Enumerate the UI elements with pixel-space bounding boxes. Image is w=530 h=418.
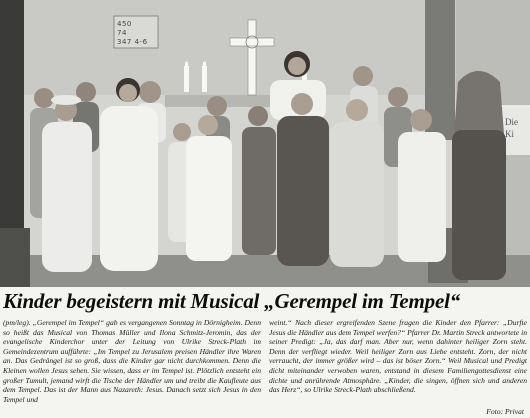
photo-credit: Foto: Privat xyxy=(486,407,524,416)
hymn-number: 74 xyxy=(117,29,127,37)
article-body xyxy=(3,318,527,414)
svg-text:Die: Die xyxy=(505,117,518,127)
article-headline: Kinder begeistern mit Musical „Gerempel im Tempel“ xyxy=(3,289,461,313)
svg-text:Ki: Ki xyxy=(505,129,514,139)
article-column-2: weint.“ Nach dieser ergreifenden Szene fragen die Kinder den Pfarrer: „Durfte Jesus die Händler aus dem Tempel werfen?“ Pfarrer Dr. Martin Streck antwortete in seiner Predigt: „Ja, das darf man. Aber nur, wenn dahinter heiliger Zorn steht. Denn der verfliegt wieder. Weil heiliger Zorn aus Liebe entsteht. Zorn, der nicht verraucht, der immer größer wird – das ist böser Zorn.“ Weil Musical und Predigt dicht miteinander verwoben waren, entstand in diesem Familiengottesdienst eine dichte und anrührende Atmosphäre. „Kinder, die singen, öffnen sich und anderen das Herz“, so Ulrike Streck-Plath abschließend. xyxy=(269,318,527,395)
hymn-number: 347 4-6 xyxy=(117,38,148,46)
hymn-number: 450 xyxy=(117,20,132,28)
hymn-board xyxy=(117,20,148,47)
article-column-1: (pm/leg). „Gerempel im Tempel“ gab es vergangenen Sonntag in Dörnigheim. Denn so heißt das Musical von Thomas Müller und Ilona Schmitz-Jeromin, das der evangelische Kinderchor unter der Leitung von Ulrike Streck-Plath im Gemeindezentrum aufführte: „Im Tempel zu Jerusalem preisen Händler ihre Waren an. Das Gedrängel ist so groß, dass die Kinder gar nicht durchkommen. Denn die Kleinen wollen Jesus sehen. Sie wissen, dass er im Tempel ist. Plötzlich entsteht ein großer Tumult, jemand wirft die Tische der Händler um und treibt die Kaufleute aus dem Tempel. Das ist der Mann aus Nazareth: Jesus. Danach setzt sich Jesus in den Tempel und xyxy=(3,318,261,404)
